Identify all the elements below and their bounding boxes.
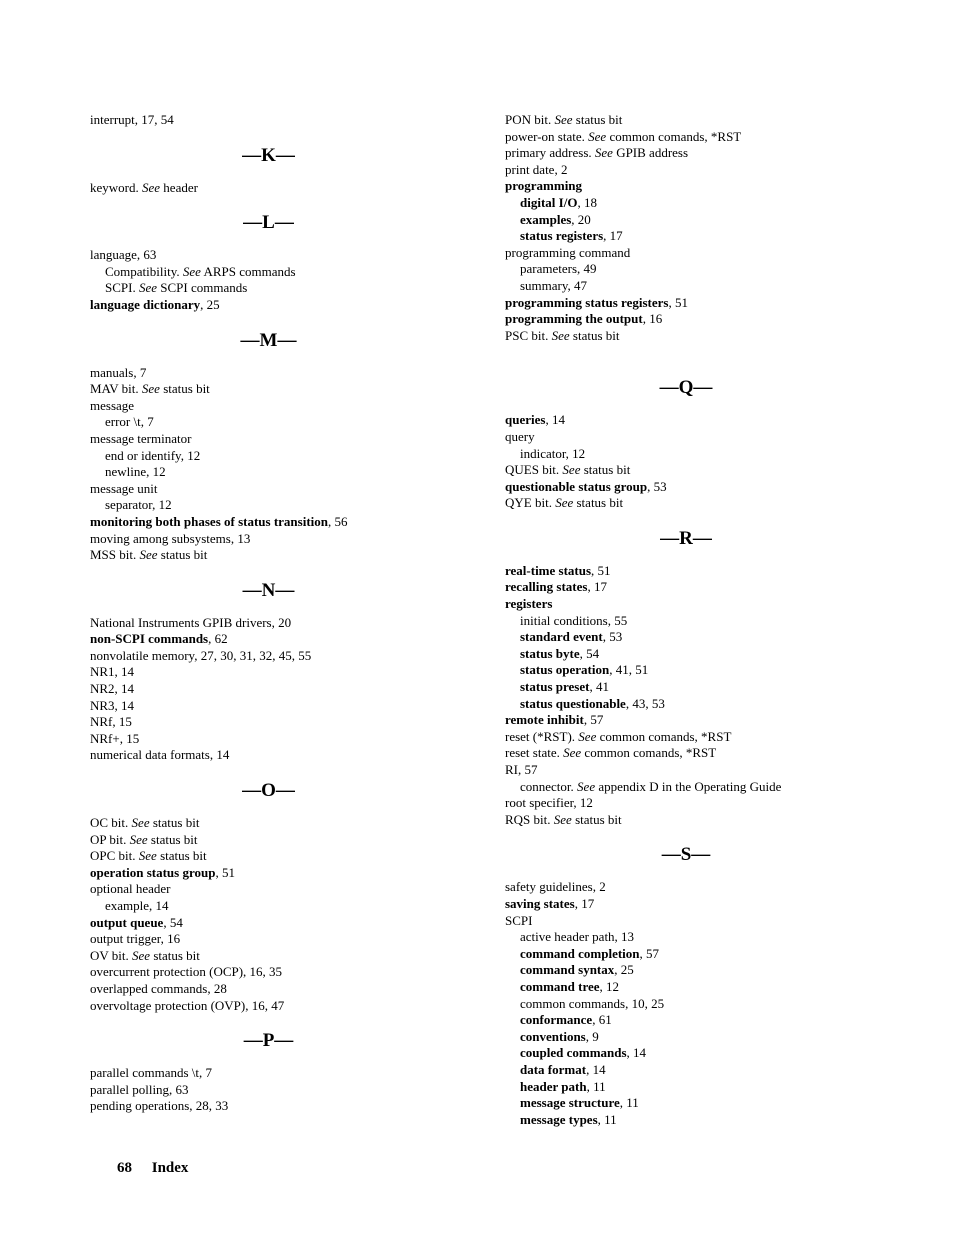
entry-text: standard event xyxy=(520,629,603,645)
entry-text: , 41 xyxy=(589,679,609,695)
entry-text: NR2, 14 xyxy=(90,681,135,697)
entry-text: query xyxy=(505,428,535,444)
index-subentry xyxy=(505,195,850,212)
index-entry xyxy=(90,931,430,948)
index-subentry xyxy=(505,1112,850,1129)
entry-text: non-SCPI commands xyxy=(90,631,209,647)
index-subentry xyxy=(90,497,430,514)
index-entry xyxy=(90,481,430,498)
entry-text: , 12 xyxy=(599,978,620,994)
index-entry xyxy=(505,295,850,312)
entry-text: See xyxy=(142,179,161,195)
entry-text: MSS bit. xyxy=(90,547,140,563)
entry-text: monitoring both phases of status transition xyxy=(90,513,329,529)
entry-text: See xyxy=(588,128,607,144)
entry-text: , 20 xyxy=(571,211,591,227)
entry-text: message types xyxy=(520,1111,598,1127)
entry-text: language, 63 xyxy=(90,247,157,263)
index-letter-heading: —Q— xyxy=(659,377,713,399)
entry-text: overlapped commands, 28 xyxy=(90,980,227,996)
index-entry xyxy=(90,848,430,865)
entry-text: , 17 xyxy=(574,895,595,911)
entry-text: National Instruments GPIB drivers, 20 xyxy=(90,614,292,630)
entry-text: command tree xyxy=(520,978,600,994)
index-subentry xyxy=(505,446,850,463)
entry-text: status bit xyxy=(149,815,200,831)
index-entry xyxy=(505,879,850,896)
index-subentry xyxy=(505,929,850,946)
index-entry xyxy=(90,981,430,998)
entry-text: OPC bit. xyxy=(90,848,139,864)
index-subentry xyxy=(505,696,850,713)
entry-text: , 18 xyxy=(577,194,597,210)
entry-text: , 25 xyxy=(614,962,634,978)
entry-text: See xyxy=(139,547,158,563)
page-footer xyxy=(117,1160,188,1177)
entry-text: programming status registers xyxy=(505,294,669,310)
entry-text: See xyxy=(129,831,148,847)
index-subentry xyxy=(505,261,850,278)
entry-text: , 51 xyxy=(668,294,688,310)
index-entry xyxy=(505,579,850,596)
index-entry xyxy=(90,631,430,648)
index-entry xyxy=(90,1098,430,1115)
entry-text: status bit xyxy=(569,327,620,343)
entry-text: conventions xyxy=(520,1028,586,1044)
entry-text: moving among subsystems, 13 xyxy=(90,530,251,546)
entry-text: common commands, 10, 25 xyxy=(520,995,665,1011)
entry-text: , 53 xyxy=(602,629,623,645)
entry-text: , 14 xyxy=(626,1045,647,1061)
index-subentry xyxy=(90,898,430,915)
index-subentry xyxy=(505,212,850,229)
entry-text: programming the output xyxy=(505,311,643,327)
entry-text: nonvolatile memory, 27, 30, 31, 32, 45, 55 xyxy=(90,647,312,663)
index-subentry xyxy=(505,962,850,979)
entry-text: message unit xyxy=(90,480,158,496)
index-entry xyxy=(90,381,430,398)
entry-text: , 43, 53 xyxy=(625,695,665,711)
index-subentry xyxy=(90,414,430,431)
entry-text: , 11 xyxy=(586,1078,606,1094)
index-subentry xyxy=(505,1095,850,1112)
index-letter-heading: —N— xyxy=(242,579,295,601)
entry-text: end or identify, 12 xyxy=(105,447,201,463)
entry-text: status registers xyxy=(520,228,604,244)
entry-text: NR3, 14 xyxy=(90,697,135,713)
index-entry xyxy=(505,129,850,146)
entry-text: indicator, 12 xyxy=(520,445,586,461)
index-entry xyxy=(90,1065,430,1082)
entry-text: status preset xyxy=(520,679,590,695)
entry-text: , 11 xyxy=(597,1111,617,1127)
entry-text: saving states xyxy=(505,895,575,911)
entry-text: SCPI commands xyxy=(157,280,248,296)
index-entry xyxy=(90,431,430,448)
entry-text: data format xyxy=(520,1061,587,1077)
entry-text: overvoltage protection (OVP), 16, 47 xyxy=(90,997,285,1013)
index-subentry xyxy=(505,979,850,996)
entry-text: primary address. xyxy=(505,145,595,161)
entry-text: operation status group xyxy=(90,864,216,880)
entry-text: newline, 12 xyxy=(105,464,166,480)
entry-text: root specifier, 12 xyxy=(505,795,593,811)
index-subentry xyxy=(90,264,430,281)
index-entry xyxy=(505,328,850,345)
entry-text: , 14 xyxy=(586,1061,606,1077)
index-subentry xyxy=(90,280,430,297)
index-entry xyxy=(90,514,430,531)
entry-text: status bit xyxy=(159,381,210,397)
index-entry xyxy=(505,596,850,613)
index-entry xyxy=(505,762,850,779)
entry-text: QUES bit. xyxy=(505,462,563,478)
index-entry xyxy=(505,495,850,512)
entry-text: real-time status xyxy=(505,562,592,578)
entry-text: MAV bit. xyxy=(90,381,142,397)
entry-text: See xyxy=(138,848,157,864)
index-entry xyxy=(505,745,850,762)
index-right-column xyxy=(505,112,850,1128)
entry-text: status bit xyxy=(580,462,631,478)
index-entry xyxy=(505,913,850,930)
index-left-column xyxy=(90,112,430,1115)
index-subentry xyxy=(505,1045,850,1062)
index-entry xyxy=(505,896,850,913)
index-letter-heading: —K— xyxy=(242,144,295,166)
index-letter-heading: —R— xyxy=(660,527,712,549)
entry-text: message terminator xyxy=(90,430,192,446)
entry-text: See xyxy=(578,728,597,744)
index-subentry xyxy=(505,278,850,295)
entry-text: See xyxy=(555,495,574,511)
entry-text: summary, 47 xyxy=(520,277,588,293)
entry-text: recalling states xyxy=(505,579,588,595)
spacer xyxy=(505,344,850,361)
entry-text: conformance xyxy=(520,1012,593,1028)
entry-text: , 51 xyxy=(591,562,611,578)
entry-text: OC bit. xyxy=(90,815,132,831)
entry-text: programming command xyxy=(505,244,631,260)
entry-text: See xyxy=(594,145,613,161)
index-entry xyxy=(90,698,430,715)
index-entry xyxy=(505,178,850,195)
entry-text: message xyxy=(90,397,135,413)
entry-text: status bit xyxy=(157,547,208,563)
entry-text: See xyxy=(138,280,158,296)
entry-text: example, 14 xyxy=(105,898,169,913)
entry-text: Compatibility. xyxy=(105,263,183,279)
entry-text: keyword. xyxy=(90,179,142,195)
index-letter-heading: —P— xyxy=(243,1030,294,1052)
entry-text: See xyxy=(554,112,573,127)
entry-text: , 61 xyxy=(592,1012,612,1028)
entry-text: common comands, *RST xyxy=(606,128,742,144)
index-entry xyxy=(90,664,430,681)
entry-text: , 25 xyxy=(200,296,220,312)
index-entry xyxy=(90,648,430,665)
index-entry xyxy=(505,563,850,580)
entry-text: command syntax xyxy=(520,962,615,978)
index-subentry xyxy=(505,228,850,245)
index-entry xyxy=(90,398,430,415)
entry-text: digital I/O xyxy=(520,194,578,210)
index-entry xyxy=(90,681,430,698)
entry-text: See xyxy=(563,745,582,761)
entry-text: , 54 xyxy=(163,914,183,930)
entry-text: message structure xyxy=(520,1095,620,1111)
index-entry xyxy=(505,145,850,162)
index-entry xyxy=(505,311,850,328)
entry-text: registers xyxy=(505,596,553,612)
entry-text: NR1, 14 xyxy=(90,664,135,680)
entry-text: interrupt, 17, 54 xyxy=(90,112,174,127)
entry-text: RI, 57 xyxy=(505,762,538,777)
entry-text: , 9 xyxy=(585,1028,599,1044)
entry-text: common comands, *RST xyxy=(596,728,732,744)
entry-text: OP bit. xyxy=(90,831,130,847)
index-entry xyxy=(505,112,850,129)
entry-text: , 17 xyxy=(587,579,607,595)
entry-text: status bit xyxy=(572,112,623,127)
entry-text: coupled commands xyxy=(520,1045,627,1061)
index-entry xyxy=(90,964,430,981)
index-entry xyxy=(90,1082,430,1099)
entry-text: , 17 xyxy=(603,228,623,244)
entry-text: programming xyxy=(505,178,583,194)
entry-text: , 14 xyxy=(545,412,565,428)
index-entry xyxy=(90,247,430,264)
entry-text: parallel commands \t, 7 xyxy=(90,1065,213,1081)
index-subentry xyxy=(90,448,430,465)
entry-text: print date, 2 xyxy=(505,161,568,177)
entry-text: NRf, 15 xyxy=(90,714,132,730)
entry-text: error \t, 7 xyxy=(105,414,154,430)
page-number: 68 xyxy=(117,1160,132,1176)
entry-text: , 11 xyxy=(619,1095,639,1111)
entry-text: , 57 xyxy=(639,945,660,961)
entry-text: header path xyxy=(520,1078,587,1094)
entry-text: overcurrent protection (OCP), 16, 35 xyxy=(90,964,283,980)
entry-text: examples xyxy=(520,211,572,227)
index-entry xyxy=(505,462,850,479)
index-entry xyxy=(90,865,430,882)
entry-text: See xyxy=(577,778,596,794)
entry-text: initial conditions, 55 xyxy=(520,612,628,628)
entry-text: safety guidelines, 2 xyxy=(505,879,606,895)
entry-text: parameters, 49 xyxy=(520,261,597,277)
entry-text: remote inhibit xyxy=(505,712,584,728)
entry-text: See xyxy=(132,947,151,963)
entry-text: queries xyxy=(505,412,546,428)
entry-text: separator, 12 xyxy=(105,497,172,513)
entry-text: QYE bit. xyxy=(505,495,556,511)
index-entry xyxy=(90,747,430,764)
entry-text: command completion xyxy=(520,945,640,961)
index-subentry xyxy=(505,613,850,630)
index-subentry xyxy=(505,1012,850,1029)
index-subentry xyxy=(505,646,850,663)
index-entry xyxy=(505,812,850,829)
entry-text: , 62 xyxy=(208,631,228,647)
entry-text: , 51 xyxy=(215,864,235,880)
index-entry xyxy=(90,547,430,564)
index-entry xyxy=(90,881,430,898)
entry-text: status byte xyxy=(520,645,580,661)
index-subentry xyxy=(505,996,850,1013)
index-entry xyxy=(505,729,850,746)
entry-text: appendix D in the Operating Guide xyxy=(595,778,782,794)
entry-text: status questionable xyxy=(520,695,626,711)
index-entry xyxy=(90,815,430,832)
index-entry xyxy=(505,162,850,179)
entry-text: PSC bit. xyxy=(505,327,552,343)
index-entry xyxy=(505,412,850,429)
index-subentry xyxy=(505,629,850,646)
index-letter-heading: —O— xyxy=(242,780,295,802)
entry-text: reset (*RST). xyxy=(505,728,579,744)
index-entry xyxy=(90,948,430,965)
entry-text: , 41, 51 xyxy=(609,662,649,678)
entry-text: NRf+, 15 xyxy=(90,730,140,746)
entry-text: See xyxy=(131,815,150,831)
index-letter-heading: —L— xyxy=(243,212,294,234)
index-subentry xyxy=(505,662,850,679)
index-entry xyxy=(505,795,850,812)
entry-text: language dictionary xyxy=(90,296,201,312)
entry-text: common comands, *RST xyxy=(581,745,717,761)
entry-text: connector. xyxy=(520,778,578,794)
index-entry xyxy=(505,245,850,262)
index-entry xyxy=(90,832,430,849)
index-letter-heading: —S— xyxy=(661,844,711,866)
index-subentry xyxy=(90,464,430,481)
entry-text: active header path, 13 xyxy=(520,929,635,945)
index-entry xyxy=(90,365,430,382)
entry-text: questionable status group xyxy=(505,478,648,494)
index-entry xyxy=(505,429,850,446)
index-subentry xyxy=(505,946,850,963)
entry-text: manuals, 7 xyxy=(90,364,147,380)
index-entry xyxy=(90,615,430,632)
entry-text: pending operations, 28, 33 xyxy=(90,1098,229,1114)
index-entry xyxy=(90,180,430,197)
index-subentry xyxy=(505,1029,850,1046)
index-entry xyxy=(90,531,430,548)
entry-text: ARPS commands xyxy=(200,263,296,279)
index-subentry xyxy=(505,1062,850,1079)
index-entry xyxy=(90,998,430,1015)
entry-text: header xyxy=(160,179,198,195)
entry-text: status operation xyxy=(520,662,610,678)
entry-text: GPIB address xyxy=(612,145,689,161)
entry-text: SCPI. xyxy=(105,280,139,296)
index-entry xyxy=(90,731,430,748)
entry-text: parallel polling, 63 xyxy=(90,1081,189,1097)
index-letter-heading: —M— xyxy=(240,329,297,351)
entry-text: power-on state. xyxy=(505,128,589,144)
index-subentry xyxy=(505,679,850,696)
entry-text: status bit xyxy=(156,848,207,864)
entry-text: See xyxy=(551,327,570,343)
entry-text: reset state. xyxy=(505,745,564,761)
section-name: Index xyxy=(151,1160,189,1176)
entry-text: See xyxy=(553,811,572,827)
index-subentry xyxy=(505,1079,850,1096)
entry-text: status bit xyxy=(147,831,198,847)
entry-text: status bit xyxy=(573,495,624,511)
entry-text: optional header xyxy=(90,881,171,897)
entry-text: , 16 xyxy=(642,311,663,327)
index-entry xyxy=(90,714,430,731)
entry-text: numerical data formats, 14 xyxy=(90,747,230,763)
index-entry xyxy=(505,479,850,496)
index-entry xyxy=(505,712,850,729)
entry-text: See xyxy=(562,462,581,478)
entry-text: , 56 xyxy=(328,513,348,529)
entry-text: status bit xyxy=(571,811,622,827)
entry-text: status bit xyxy=(150,947,200,963)
entry-text: , 54 xyxy=(579,645,600,661)
entry-text: OV bit. xyxy=(90,947,133,963)
entry-text: , 57 xyxy=(583,712,604,728)
index-subentry xyxy=(505,779,850,796)
entry-text: See xyxy=(182,263,201,279)
index-entry xyxy=(90,112,430,129)
entry-text: PON bit. xyxy=(505,112,555,127)
index-entry xyxy=(90,297,430,314)
entry-text: RQS bit. xyxy=(505,811,554,827)
entry-text: See xyxy=(141,381,160,397)
entry-text: SCPI xyxy=(505,912,533,928)
index-entry xyxy=(90,915,430,932)
entry-text: , 53 xyxy=(647,478,667,494)
entry-text: output trigger, 16 xyxy=(90,931,181,947)
entry-text: output queue xyxy=(90,914,164,930)
